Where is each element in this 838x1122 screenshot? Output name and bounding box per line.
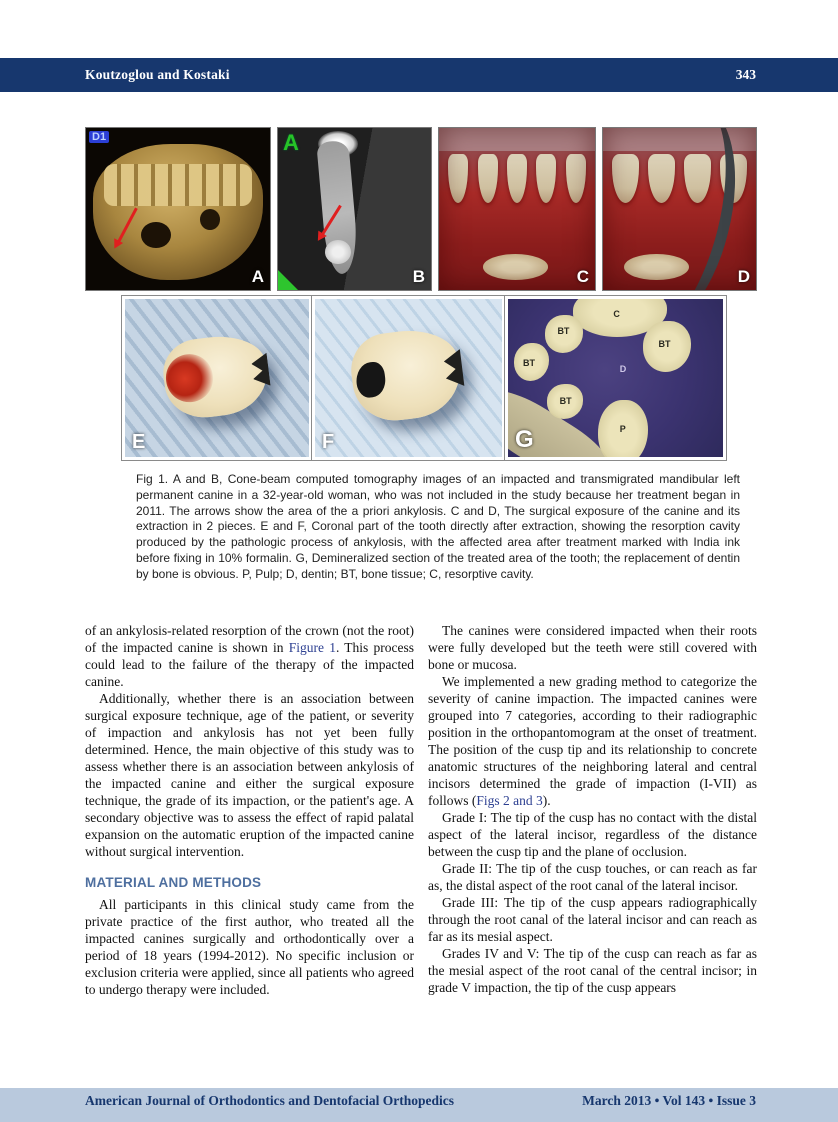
panel-label-d: D (737, 267, 750, 286)
figure-panel-e-tooth-fragment (122, 296, 312, 460)
paragraph-text: of an ankylosis-related resorption of the crown (not the root) of the impacted canine is shown in (85, 623, 414, 655)
header-bar (0, 58, 838, 92)
paragraph (428, 673, 757, 809)
figure-1 (85, 127, 757, 460)
histology-annotation: BT (559, 395, 572, 406)
teeth-row-art (104, 164, 251, 206)
figure-1-link[interactable]: Figure 1 (288, 640, 336, 655)
histology-annotation: D (619, 364, 627, 375)
section-heading-material-and-methods: MATERIAL AND METHODS (85, 875, 262, 890)
paragraph: All participants in this clinical study came from the private practice of the first author, who treated all the impacted canines surgically and orthodontically over a period of 18 years (1994-2012). No specific inclusion or exclusion criteria were applied, since all patients who agreed to undergo therapy were included. (85, 897, 414, 997)
paragraph-text: We implemented a new grading method to categorize the severity of canine impaction. The impacted canines were grouped into 7 categories, according to their radiographic position in the orthopantomogram at the onset of treatment. The position of the cusp tip and its relationship to concrete anatomic structures of the neighboring lateral and central incisors determined the grade of impaction (I-VII) as follows ( (428, 674, 757, 808)
figure-panel-d-surgical-extraction (602, 127, 757, 291)
tooth-fragment-art (159, 331, 271, 422)
journal-title: American Journal of Orthodontics and Dentofacial Orthopedics (85, 1093, 454, 1108)
histology-annotation: BT (557, 326, 570, 337)
paragraph: The canines were considered impacted when their roots were fully developed but the teeth were still covered with bone or mucosa. (428, 623, 757, 672)
paragraph (85, 622, 414, 690)
figure-row-bottom (122, 296, 726, 460)
article-body (85, 622, 757, 998)
paragraph: Grade II: The tip of the cusp touches, or can reach as far as, the distal aspect of the root canal of the lateral incisor. (428, 861, 757, 893)
tooth-fragment-art (347, 324, 465, 425)
photo-vignette (439, 128, 595, 290)
page-number: 343 (735, 67, 756, 82)
paragraph: Grade III: The tip of the cusp appears radiographically through the root canal of the lateral incisor and can reach as far as its mesial aspect. (428, 895, 757, 944)
histology-annotation: BT (523, 358, 536, 369)
paragraph-text: . This process could lead to the failure of the therapy of the impacted canine. (85, 640, 415, 689)
panel-a-overlay-label: D1 (89, 131, 109, 143)
histology-annotation: BT (658, 339, 671, 350)
resorption-notch-art (250, 353, 270, 388)
bone-defect-art (141, 222, 170, 248)
figure-panel-b-ct-section (277, 127, 432, 291)
paragraph-text: ). (542, 793, 551, 808)
paragraph: Grades IV and V: The tip of the cusp can reach as far as the mesial aspect of the root canal of the central incisor; in grade V impaction, the tip of the cusp appears (428, 946, 757, 995)
figure-panel-c-surgical-exposure (438, 127, 596, 291)
paragraph: Grade I: The tip of the cusp has no contact with the distal aspect of the lateral incisor, regardless of the distance between the cusp tip and the plane of occlusion. (428, 810, 757, 859)
figure-panel-g-histology (505, 296, 726, 460)
histology-annotation: P (619, 424, 626, 435)
photo-vignette (603, 128, 756, 290)
issue-info: March 2013 • Vol 143 • Issue 3 (582, 1093, 756, 1108)
figure-1-caption: Fig 1. A and B, Cone-beam computed tomography images of an impacted and transmigrated mandibular left permanent canine in a 32-year-old woman, who was not included in the study because her treatment began in 2011. The arrows show the area of the a priori ankylosis. C and D, The surgical exposure of the canine and its extraction in 2 pieces. E and F, Coronal part of the tooth directly after extraction, showing the resorption cavity produced by the pathologic process of ankylosis, with the affected area after treatment marked with India ink before fixing in 10% formalin. G, Demineralized section of the treated area of the tooth; the replacement of dentin by bone is obvious. P, Pulp; D, dentin; BT, bone tissue; C, resorptive cavity. (136, 472, 740, 581)
footer-strip (0, 1114, 838, 1122)
running-head: Koutzoglou and Kostaki (85, 67, 230, 82)
figs-2-3-link[interactable]: Figs 2 and 3 (476, 793, 543, 808)
panel-label-c: C (576, 267, 589, 286)
orientation-triangle-icon (278, 270, 298, 290)
panel-label-b: B (412, 267, 425, 286)
left-column (85, 622, 414, 998)
histology-annotation: C (613, 309, 620, 320)
panel-label-e: E (132, 431, 146, 453)
figure-row-top (85, 127, 757, 291)
figure-panel-f-tooth-fragment-inked (312, 296, 505, 460)
panel-label-f: F (322, 431, 335, 453)
footer-bar (0, 1088, 838, 1114)
blood-stain-art (163, 352, 216, 405)
right-column (428, 622, 757, 998)
figure-panel-a-cbct-3d (85, 127, 271, 291)
panel-b-orientation-label: A (283, 130, 299, 155)
panel-label-a: A (251, 267, 264, 286)
india-ink-mark-art (355, 360, 387, 399)
paragraph: Additionally, whether there is an association between surgical exposure technique, age of the patient, or severity of impaction and ankylosis has not yet been fully determined. Hence, the main objective of this study was to assess whether there is an association between ankylosis of the impacted canine and either the surgical exposure technique, the grade of its impaction, or the patient's age. A secondary objective was to assess the effect of rapid palatal expansion on the automatic eruption of the impacted canine without surgical intervention. (85, 691, 414, 859)
panel-label-g: G (515, 426, 534, 453)
resorption-notch-art (443, 349, 465, 388)
